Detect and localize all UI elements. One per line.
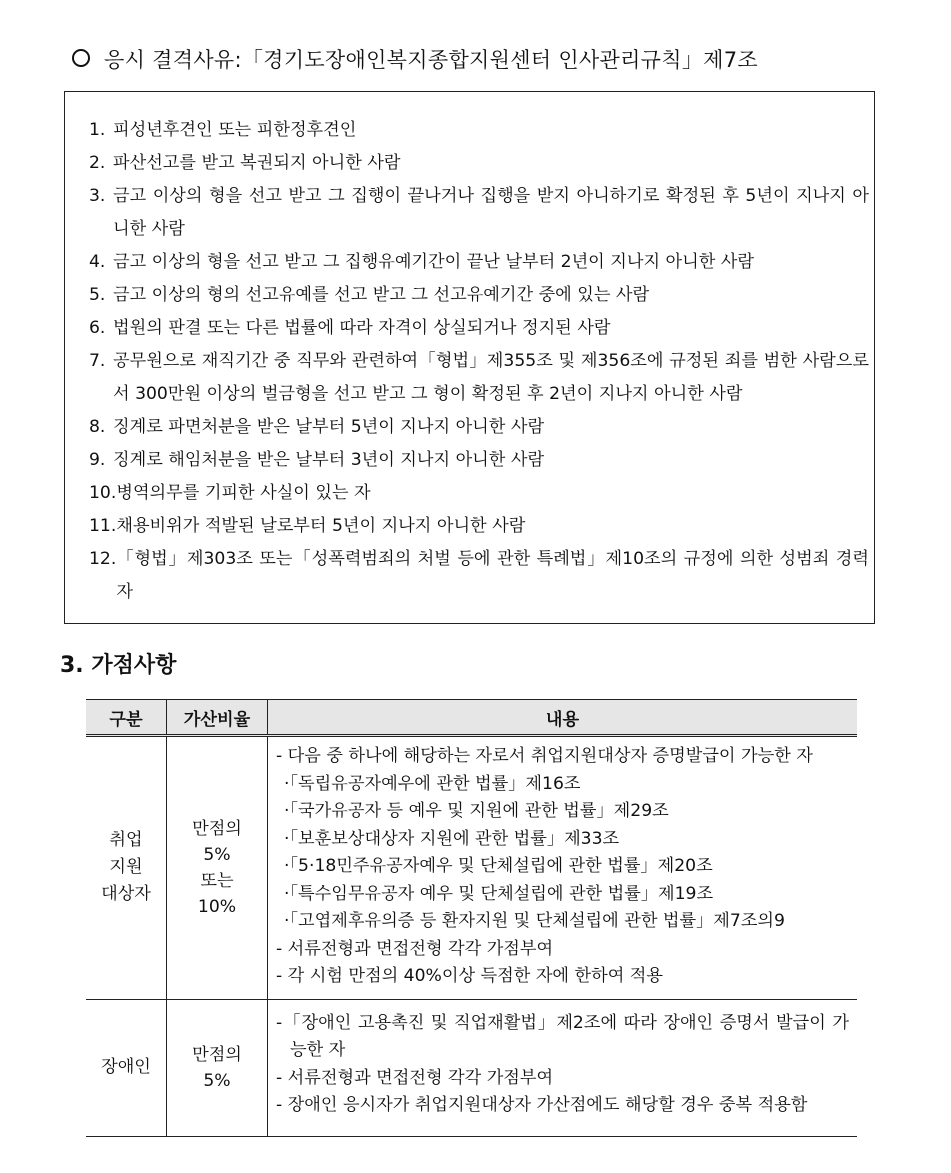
disqualification-box	[64, 91, 875, 624]
list-item-number: 7.	[89, 351, 106, 371]
content-line: ·「보훈보상대상자 지원에 관한 법률」제33조	[284, 828, 620, 849]
list-item-number: 11.	[89, 516, 117, 536]
list-item	[89, 543, 869, 609]
content-line: - 각 시험 만점의 40%이상 득점한 자에 한하여 적용	[276, 966, 663, 986]
list-item-number: 6.	[89, 318, 106, 338]
section-title: 3. 가점사항	[60, 653, 177, 678]
content-cell	[268, 999, 858, 1136]
list-item	[89, 345, 869, 411]
content-line: - 서류전형과 면접전형 각각 가점부여	[276, 1067, 554, 1088]
list-item-text: 파산선고를 받고 복권되지 아니한 사람	[113, 153, 401, 173]
list-item	[89, 510, 869, 543]
list-item	[89, 279, 869, 312]
content-line: ·「국가유공자 등 예우 및 지원에 관한 법률」제29조	[284, 801, 669, 821]
header-category: 구분	[86, 700, 167, 736]
list-item-number: 8.	[89, 417, 106, 437]
content-line: -「장애인 고용촉진 및 직업재활법」제2조에 따라 장애인 증명서 발급이 가능한 자	[276, 1012, 849, 1060]
list-item-text: 병역의무를 기피한 사실이 있는 자	[116, 483, 371, 503]
list-item-number: 2.	[89, 153, 106, 173]
category-text: 대상자	[101, 884, 151, 905]
list-item-number: 1.	[89, 120, 106, 140]
content-line: - 서류전형과 면접전형 각각 가점부여	[276, 938, 554, 959]
content-cell	[268, 736, 858, 1000]
category-text: 장애인	[101, 1057, 151, 1077]
category-cell	[86, 736, 167, 1000]
list-item-number: 10.	[89, 483, 117, 503]
rate-text: 만점의	[192, 1044, 242, 1065]
rate-text: 또는	[200, 870, 234, 891]
bonus-points-table	[86, 699, 857, 1137]
list-item-number: 9.	[89, 450, 106, 470]
list-item	[89, 444, 869, 477]
list-item-text: 공무원으로 재직기간 중 직무와 관련하여「형법」제355조 및 제356조에 규정된 죄를 범한 사람으로서 300만원 이상의 벌금형을 선고 받고 그 형이 확정된 후 2년이 지나지 아니한 사람	[113, 351, 869, 404]
rate-text: 10%	[197, 896, 237, 917]
content-line: - 다음 중 하나에 해당하는 자로서 취업지원대상자 증명발급이 가능한 자	[276, 746, 813, 766]
list-item-text: 금고 이상의 형을 선고 받고 그 집행유예기간이 끝난 날부터 2년이 지나지 아니한 사람	[113, 252, 755, 272]
list-item	[89, 180, 869, 246]
content-line: ·「특수임무유공자 예우 및 단체설립에 관한 법률」제19조	[284, 883, 714, 904]
list-item-number: 3.	[89, 186, 106, 206]
list-item-text: 피성년후견인 또는 피한정후견인	[113, 120, 357, 140]
table-row	[86, 999, 857, 1136]
hollow-circle-bullet-icon	[72, 49, 90, 67]
rate-text: 5%	[203, 1070, 231, 1091]
table-header-row	[86, 700, 857, 736]
category-text: 지원	[109, 857, 143, 878]
category-text: 취업	[109, 830, 143, 851]
content-line: ·「고엽제후유의증 등 환자지원 및 단체설립에 관한 법률」제7조의9	[284, 911, 785, 931]
list-item-text: 「형법」제303조 또는「성폭력범죄의 처벌 등에 관한 특례법」제10조의 규정에 의한 성범죄 경력자	[116, 549, 869, 602]
list-item-text: 징계로 파면처분을 받은 날부터 5년이 지나지 아니한 사람	[113, 417, 545, 437]
header-rate: 가산비율	[167, 700, 268, 736]
list-item-number: 4.	[89, 252, 106, 272]
list-item	[89, 147, 869, 180]
list-item	[89, 114, 869, 147]
disqualification-heading-text: 응시 결격사유:「경기도장애인복지종합지원센터 인사관리규칙」제7조	[104, 48, 758, 72]
list-item-text: 채용비위가 적발된 날로부터 5년이 지나지 아니한 사람	[116, 516, 526, 536]
disqualification-heading	[72, 44, 758, 74]
list-item-text: 금고 이상의 형의 선고유예를 선고 받고 그 선고유예기간 중에 있는 사람	[113, 285, 650, 305]
header-content: 내용	[268, 700, 858, 736]
rate-text: 만점의	[192, 818, 242, 839]
list-item	[89, 246, 869, 279]
content-line: ·「독립유공자예우에 관한 법률」제16조	[284, 773, 581, 794]
rate-cell	[167, 999, 268, 1136]
list-item-text: 금고 이상의 형을 선고 받고 그 집행이 끝나거나 집행을 받지 아니하기로 확정된 후 5년이 지나지 아니한 사람	[113, 186, 869, 239]
list-item-text: 징계로 해임처분을 받은 날부터 3년이 지나지 아니한 사람	[113, 450, 545, 470]
disqualification-list	[89, 114, 869, 609]
rate-cell	[167, 736, 268, 1000]
rate-text: 5%	[203, 844, 231, 865]
list-item-number: 12.	[89, 549, 117, 569]
content-line: ·「5·18민주유공자예우 및 단체설립에 관한 법률」제20조	[284, 856, 713, 876]
table-row	[86, 736, 857, 1000]
category-cell	[86, 999, 167, 1136]
list-item	[89, 477, 869, 510]
list-item	[89, 312, 869, 345]
list-item-text: 법원의 판결 또는 다른 법률에 따라 자격이 상실되거나 정지된 사람	[113, 318, 611, 338]
list-item-number: 5.	[89, 285, 106, 305]
list-item	[89, 411, 869, 444]
content-line: - 장애인 응시자가 취업지원대상자 가산점에도 해당할 경우 중복 적용함	[276, 1095, 808, 1115]
